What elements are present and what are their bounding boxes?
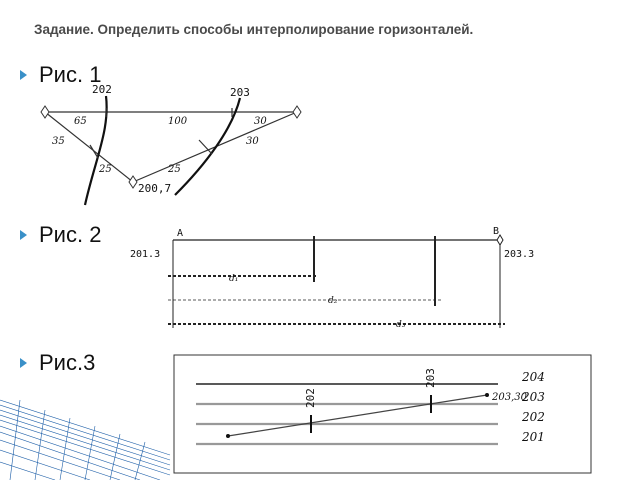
figure-2-section bbox=[168, 235, 505, 328]
point-b-label: B bbox=[493, 226, 500, 237]
label-202: 202 bbox=[92, 83, 112, 96]
label-35: 35 bbox=[52, 136, 65, 147]
label-d1: d₁ bbox=[229, 274, 239, 284]
bullet-label: Рис. 1 bbox=[39, 62, 102, 87]
left-elevation-label: 201.3 bbox=[130, 249, 161, 260]
label-d2: d₂ bbox=[328, 296, 338, 306]
vertical-label-202: 202 bbox=[304, 388, 317, 408]
label-30-right: 30 bbox=[246, 136, 259, 147]
label-25-right: 25 bbox=[168, 164, 181, 175]
label-65: 65 bbox=[74, 116, 87, 127]
point-label-203-30: 203,30 bbox=[492, 392, 527, 403]
vertical-label-203: 203 bbox=[424, 368, 437, 388]
contour-label-204: 204 bbox=[522, 370, 545, 384]
label-d3: d₃ bbox=[396, 320, 406, 330]
decorative-corner-graphic bbox=[0, 400, 170, 480]
point-a-label: A bbox=[177, 228, 184, 239]
slide-title: Задание. Определить способы интерполирование горизонталей. bbox=[34, 22, 474, 37]
label-30-top: 30 bbox=[254, 116, 267, 127]
bullet-label: Рис.3 bbox=[39, 350, 96, 375]
label-203: 203 bbox=[230, 86, 250, 99]
bullet-label: Рис. 2 bbox=[39, 222, 102, 247]
figure-2-labels bbox=[130, 226, 534, 330]
label-100: 100 bbox=[168, 116, 188, 127]
contour-label-202: 202 bbox=[522, 410, 545, 424]
label-25-left: 25 bbox=[99, 164, 112, 175]
contour-label-201: 201 bbox=[522, 430, 545, 444]
label-200-7: 200,7 bbox=[138, 182, 172, 195]
right-elevation-label: 203.3 bbox=[504, 249, 535, 260]
contour-label-203: 203 bbox=[522, 390, 545, 404]
